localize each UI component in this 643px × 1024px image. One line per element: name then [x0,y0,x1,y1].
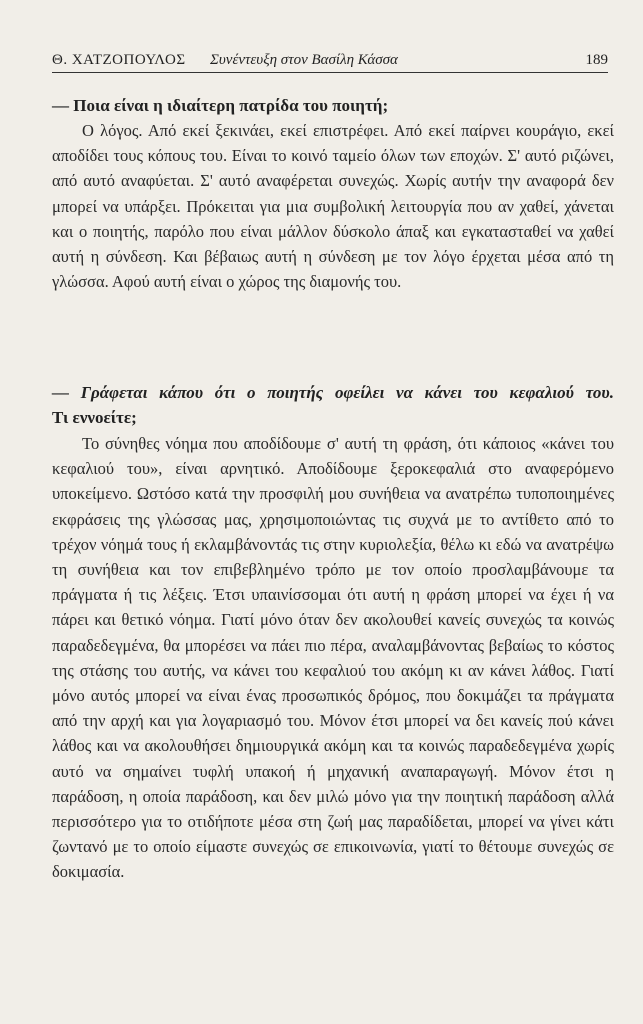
question-2-part-1: — Γράφεται κάπου ότι ο ποιητής οφείλει να κάνει του κεφαλιού του. [52,383,614,402]
question-2-part-2: Τι εννοείτε; [52,408,137,427]
answer-2-text: Το σύνηθες νόημα που αποδίδουμε σ' αυτή τη φράση, ότι κάποιος «κάνει του κεφαλιού του», είναι αρνητικό. Αποδίδουμε ξεροκεφαλιά στο αναφερόμενο υποκείμενο. Ωστόσο κατά την προσφιλή μου συνήθεια να ανατρέπω τυποποιημένες εκφράσεις της γλώσσας μας, χρησιμοποιώντας τις συχνά με το αντίθετο από το τρέχον νόημά τους ή εκλαμβάνοντάς τις στην κυριολεξία, θέλω κι εδώ να ανατρέψω τη συνήθεια και τον επιβεβλημένο τρόπο με τον οποίο προσλαμβάνουμε τα πράγματα ή τις λέξεις. Έτσι υπαινίσσομαι ότι αυτή η φράση μπορεί να έχει ή να πάρει και θετικό νόημα. Γιατί μόνο όταν δεν ακολουθεί κανείς συνεχώς τα κοινώς παραδεδεγμένα, θα μπορέσει να πάει πιο πέρα, αναλαμβάνοντας βεβαίως το κόστος της στάσης του αυτής, να κάνει του κεφαλιού του ακόμη κι αν κάνει λάθος. Γιατί μόνο αυτός μπορεί να είναι ένας προσωπικός δρόμος, που δοκιμάζει τα πράγματα από την αρχή και για λογαριασμό του. Μόνον έτσι μπορεί να δει κανείς πού κάνει λάθος και να ακολουθήσει δημιουργικά ακόμη και τα κοινώς παραδεδεγμένα χωρίς αυτό να σημαίνει τυφλή υπακοή ή μηχανική αναπαραγωγή. Μόνον έτσι η παράδοση, η οποία παράδοση, και δεν μιλώ μόνο για την ποιητική παράδοση αλλά περισσότερο για το οτιδήποτε μέσα στη ζωή μας παραδίδεται, μπορεί να γίνει κάτι ζωντανό με το οποίο είμαστε συνεχώς σε επικοινωνία, γιατί το θέτουμε συνεχώς σε δοκιμασία. [52,434,614,882]
answer-2 [52,431,614,885]
page-number: 189 [585,52,608,68]
question-1-text: — Ποια είναι η ιδιαίτερη πατρίδα του ποιητή; [52,96,389,115]
header-author: Θ. ΧΑΤΖΟΠΟΥΛΟΣ [52,52,186,68]
question-1 [52,93,614,118]
question-2-text [52,380,614,430]
running-header [52,50,608,73]
answer-1 [52,118,614,294]
question-2 [52,380,614,430]
answer-1-text: Ο λόγος. Από εκεί ξεκινάει, εκεί επιστρέφει. Από εκεί παίρνει κουράγιο, εκεί αποδίδει τους κόπους του. Είναι το κοινό ταμείο όλων των εποχών. Σ' αυτό ριζώνει, από αυτό αναφύεται. Σ' αυτό αναφέρεται συνεχώς. Χωρίς αυτήν την αναφορά δεν μπορεί να υπάρξει. Πρόκειται για μια συμβολική λειτουργία που αν χαθεί, χάνεται και ο ποιητής, παρόλο που είναι μάλλον δύσκολο άπαξ και εγκατασταθεί να χαθεί αυτή η σύνδεση. Και βέβαιως αυτή η σύνδεση με τον λόγο έρχεται μέσα από τη γλώσσα. Αφού αυτή είναι ο χώρος της διαμονής του. [52,121,614,292]
header-subtitle: Συνέντευξη στον Βασίλη Κάσσα [210,52,398,68]
